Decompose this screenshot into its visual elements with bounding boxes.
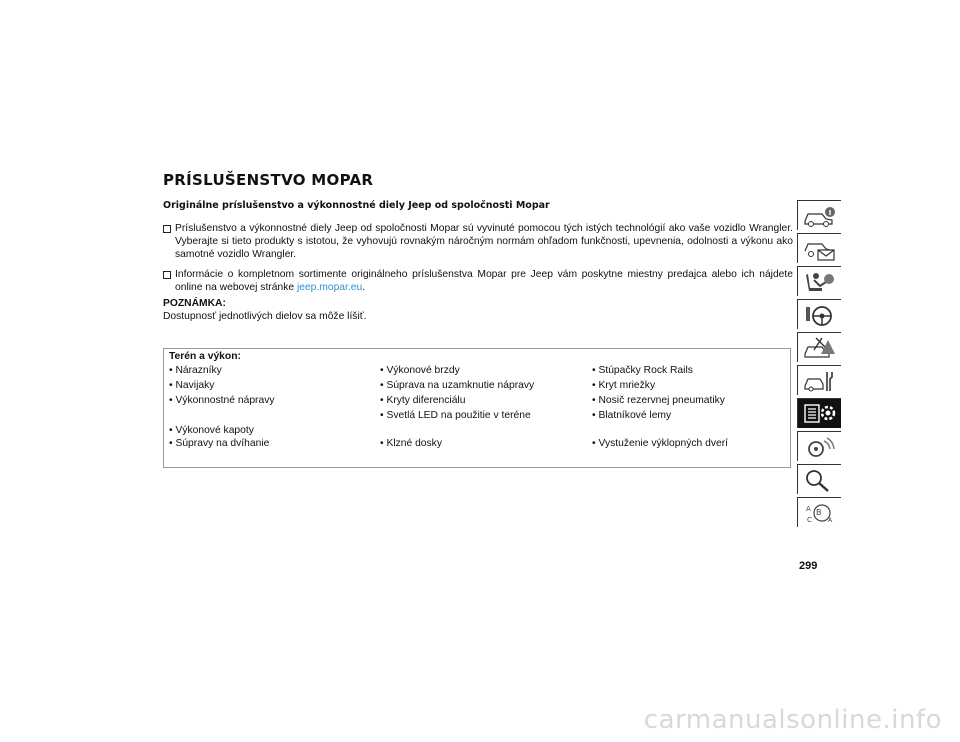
paragraph-2	[163, 268, 793, 294]
table-cell: • Navijaky	[169, 380, 215, 391]
sidebar-tab-media[interactable]	[797, 431, 841, 461]
watermark: carmanualsonline.info	[643, 705, 942, 735]
car-warning-icon	[802, 336, 838, 360]
note-text: Dostupnosť jednotlivých dielov sa môže líšiť.	[163, 311, 367, 322]
sidebar-tab-language-index[interactable]	[797, 497, 841, 527]
note-title: POZNÁMKA:	[163, 298, 226, 309]
table-cell: • Výkonnostné nápravy	[169, 395, 275, 406]
steering-wheel-icon	[802, 303, 838, 327]
car-service-icon	[802, 369, 838, 393]
table-cell: • Výkonové kapoty	[169, 425, 254, 436]
table-cell: • Súprava na uzamknutie nápravy	[380, 380, 535, 391]
sidebar-tab-specs[interactable]	[797, 398, 841, 428]
car-info-icon	[802, 204, 838, 228]
sidebar-tab-car-service[interactable]	[797, 365, 841, 395]
table-cell: • Nosič rezervnej pneumatiky	[592, 395, 725, 406]
sidebar-tab-car-info[interactable]	[797, 200, 841, 230]
media-icon	[802, 435, 838, 459]
table-title: Terén a výkon:	[169, 351, 241, 362]
paragraph-text: Príslušenstvo a výkonnostné diely Jeep od spoločnosti Mopar sú vyvinuté pomocou tých istých technológií ako vaše vozidlo Wrangler. Vyberajte si tieto produkty s istotou, že vyhovujú rovnakým náročným normám ohľadom funkčnosti, upevnenia, odolnosti a výkonu ako samotné vozidlo Wrangler.	[175, 223, 793, 261]
square-bullet-icon	[163, 271, 171, 279]
table-cell: • Súpravy na dvíhanie	[169, 438, 270, 449]
page-number: 299	[799, 560, 818, 572]
svg-text:A: A	[806, 505, 811, 513]
section-subtitle: Originálne príslušenstvo a výkonnostné diely Jeep od spoločnosti Mopar	[163, 200, 550, 211]
table-cell: • Blatníkové lemy	[592, 410, 672, 421]
mopar-website-link[interactable]: jeep.mopar.eu	[296, 282, 363, 294]
table-cell: • Kryt mriežky	[592, 380, 656, 391]
table-cell: • Svetlá LED na použitie v teréne	[380, 410, 531, 421]
table-cell: • Klzné dosky	[380, 438, 442, 449]
svg-text:A: A	[828, 517, 833, 524]
specs-gear-icon	[802, 402, 838, 426]
table-cell: • Stúpačky Rock Rails	[592, 365, 693, 376]
table-cell: • Kryty diferenciálu	[380, 395, 466, 406]
table-cell: • Výkonové brzdy	[380, 365, 460, 376]
svg-text:B: B	[816, 508, 822, 517]
sidebar-tab-steering[interactable]	[797, 299, 841, 329]
paragraph-1	[163, 222, 793, 262]
square-bullet-icon	[163, 225, 171, 233]
table-cell: • Vystuženie výklopných dverí	[592, 438, 729, 449]
sidebar-tab-car-mail[interactable]	[797, 233, 841, 263]
sidebar-tab-car-warning[interactable]	[797, 332, 841, 362]
section-title: PRÍSLUŠENSTVO MOPAR	[163, 171, 374, 189]
paragraph-text: Informácie o kompletnom sortimente originálneho príslušenstva Mopar pre Jeep vám poskytne miestny predajca alebo ich nájdete online na webovej stránke jeep.mopar.eu.	[175, 269, 793, 294]
seat-airbag-icon	[802, 270, 838, 294]
table-cell: • Nárazníky	[169, 365, 222, 376]
search-icon	[802, 468, 838, 492]
sidebar-tab-seat-airbag[interactable]	[797, 266, 841, 296]
svg-text:C: C	[807, 516, 812, 524]
car-mail-icon	[802, 237, 838, 261]
language-index-icon	[802, 501, 838, 525]
sidebar-tab-search[interactable]	[797, 464, 841, 494]
accessories-table	[163, 348, 791, 468]
